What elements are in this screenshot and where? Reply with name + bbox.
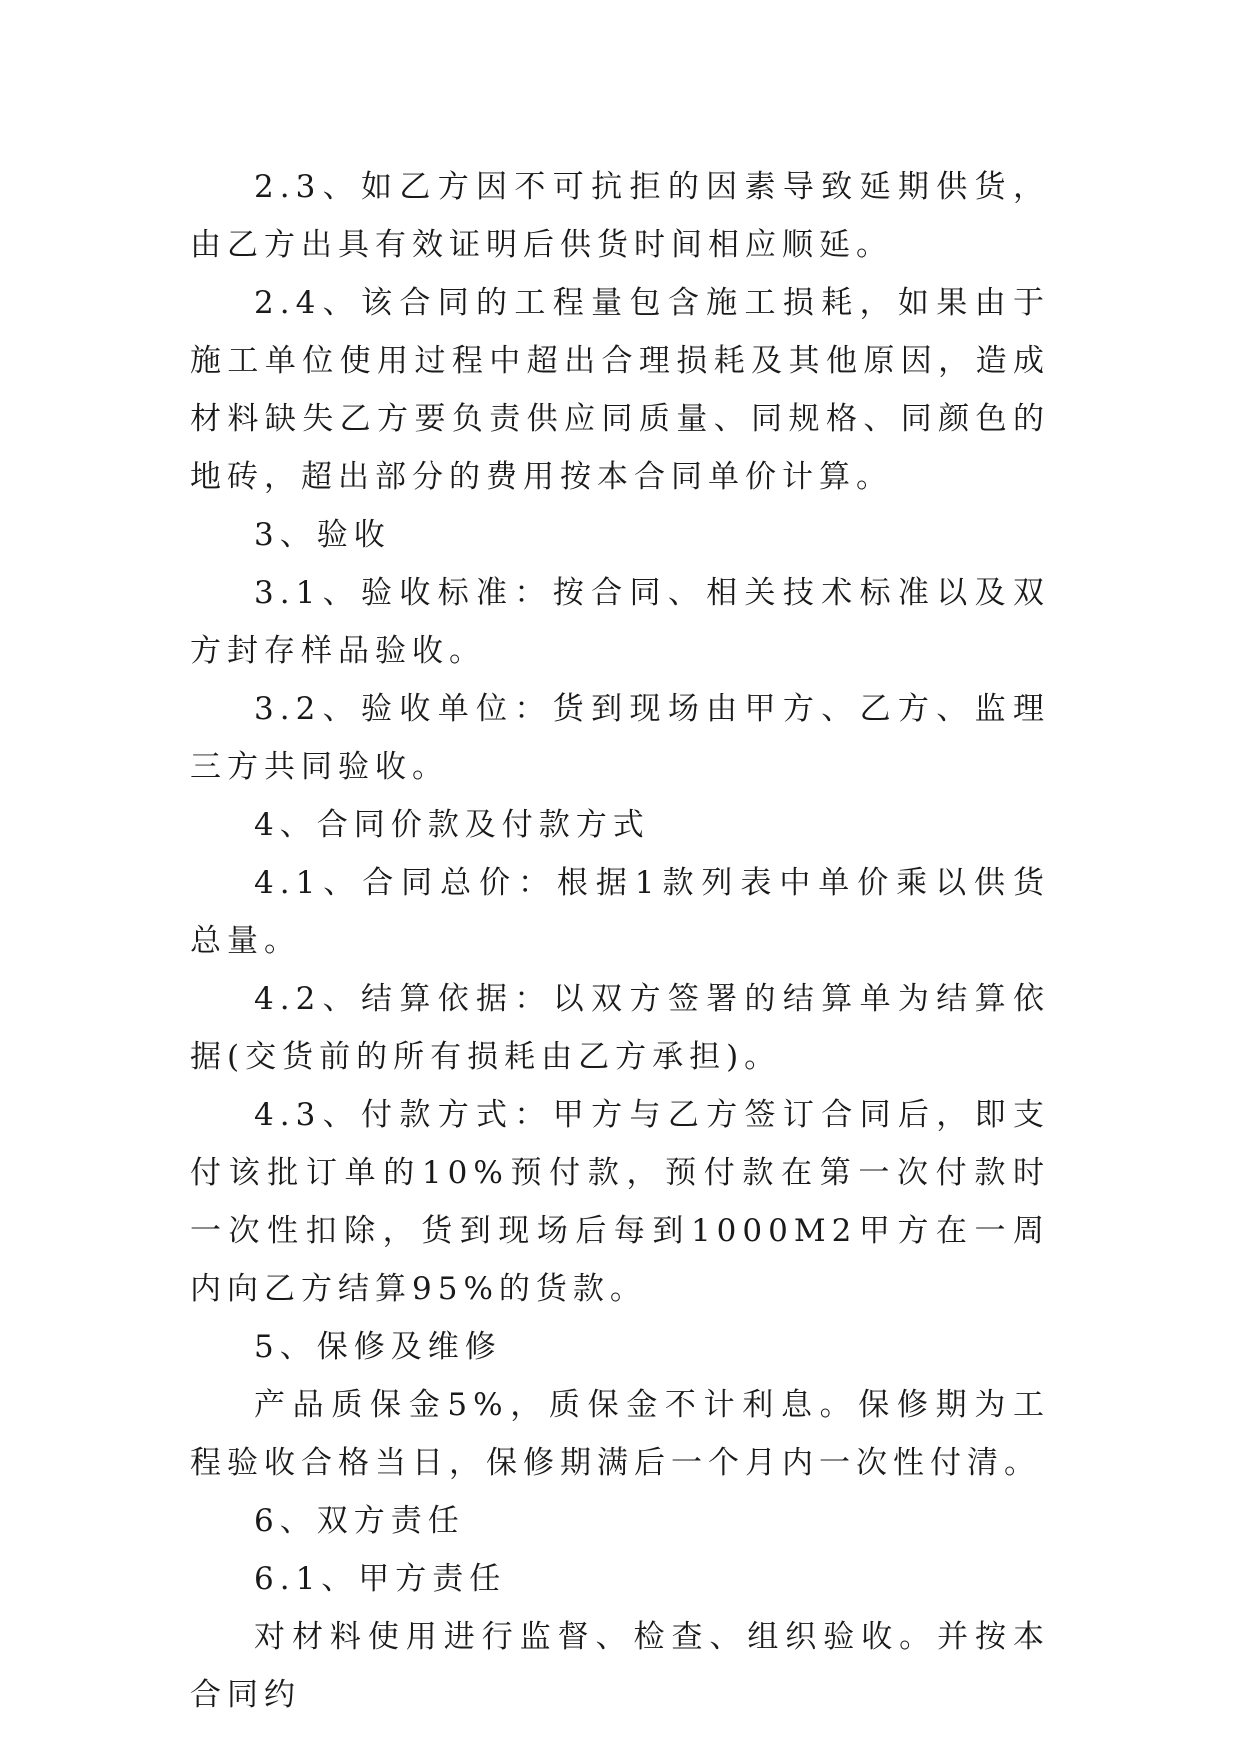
paragraph-2-4: 2.4、该合同的工程量包含施工损耗，如果由于施工单位使用过程中超出合理损耗及其他原因，造成材料缺失乙方要负责供应同质量、同规格、同颜色的地砖，超出部分的费用按本合同单价计算。 [190, 285, 1050, 495]
paragraph-4-3: 4.3、付款方式：甲方与乙方签订合同后，即支付该批订单的10%预付款，预付款在第一次付款时一次性扣除，货到现场后每到1000M2甲方在一周内向乙方结算95%的货款。 [190, 1097, 1050, 1307]
paragraph-4-1: 4.1、合同总价：根据1款列表中单价乘以供货总量。 [190, 865, 1050, 959]
paragraph-2-3: 2.3、如乙方因不可抗拒的因素导致延期供货，由乙方出具有效证明后供货时间相应顺延。 [190, 169, 1050, 263]
paragraph-6-1: 6.1、甲方责任 [254, 1561, 507, 1597]
paragraph-4-2: 4.2、结算依据：以双方签署的结算单为结算依据(交货前的所有损耗由乙方承担)。 [190, 981, 1050, 1075]
section-heading-payment: 4、合同价款及付款方式 [254, 807, 650, 843]
paragraph-warranty: 产品质保金5%，质保金不计利息。保修期为工程验收合格当日，保修期满后一个月内一次性付清。 [190, 1387, 1050, 1481]
paragraph-3-1: 3.1、验收标准：按合同、相关技术标准以及双方封存样品验收。 [190, 575, 1050, 669]
section-heading-warranty: 5、保修及维修 [254, 1329, 502, 1365]
document-body [190, 158, 1050, 1724]
paragraph-party-a-duties: 对材料使用进行监督、检查、组织验收。并按本合同约 [190, 1619, 1050, 1713]
section-heading-acceptance: 3、验收 [254, 517, 391, 553]
section-heading-responsibilities: 6、双方责任 [254, 1503, 465, 1539]
paragraph-3-2: 3.2、验收单位：货到现场由甲方、乙方、监理三方共同验收。 [190, 691, 1050, 785]
